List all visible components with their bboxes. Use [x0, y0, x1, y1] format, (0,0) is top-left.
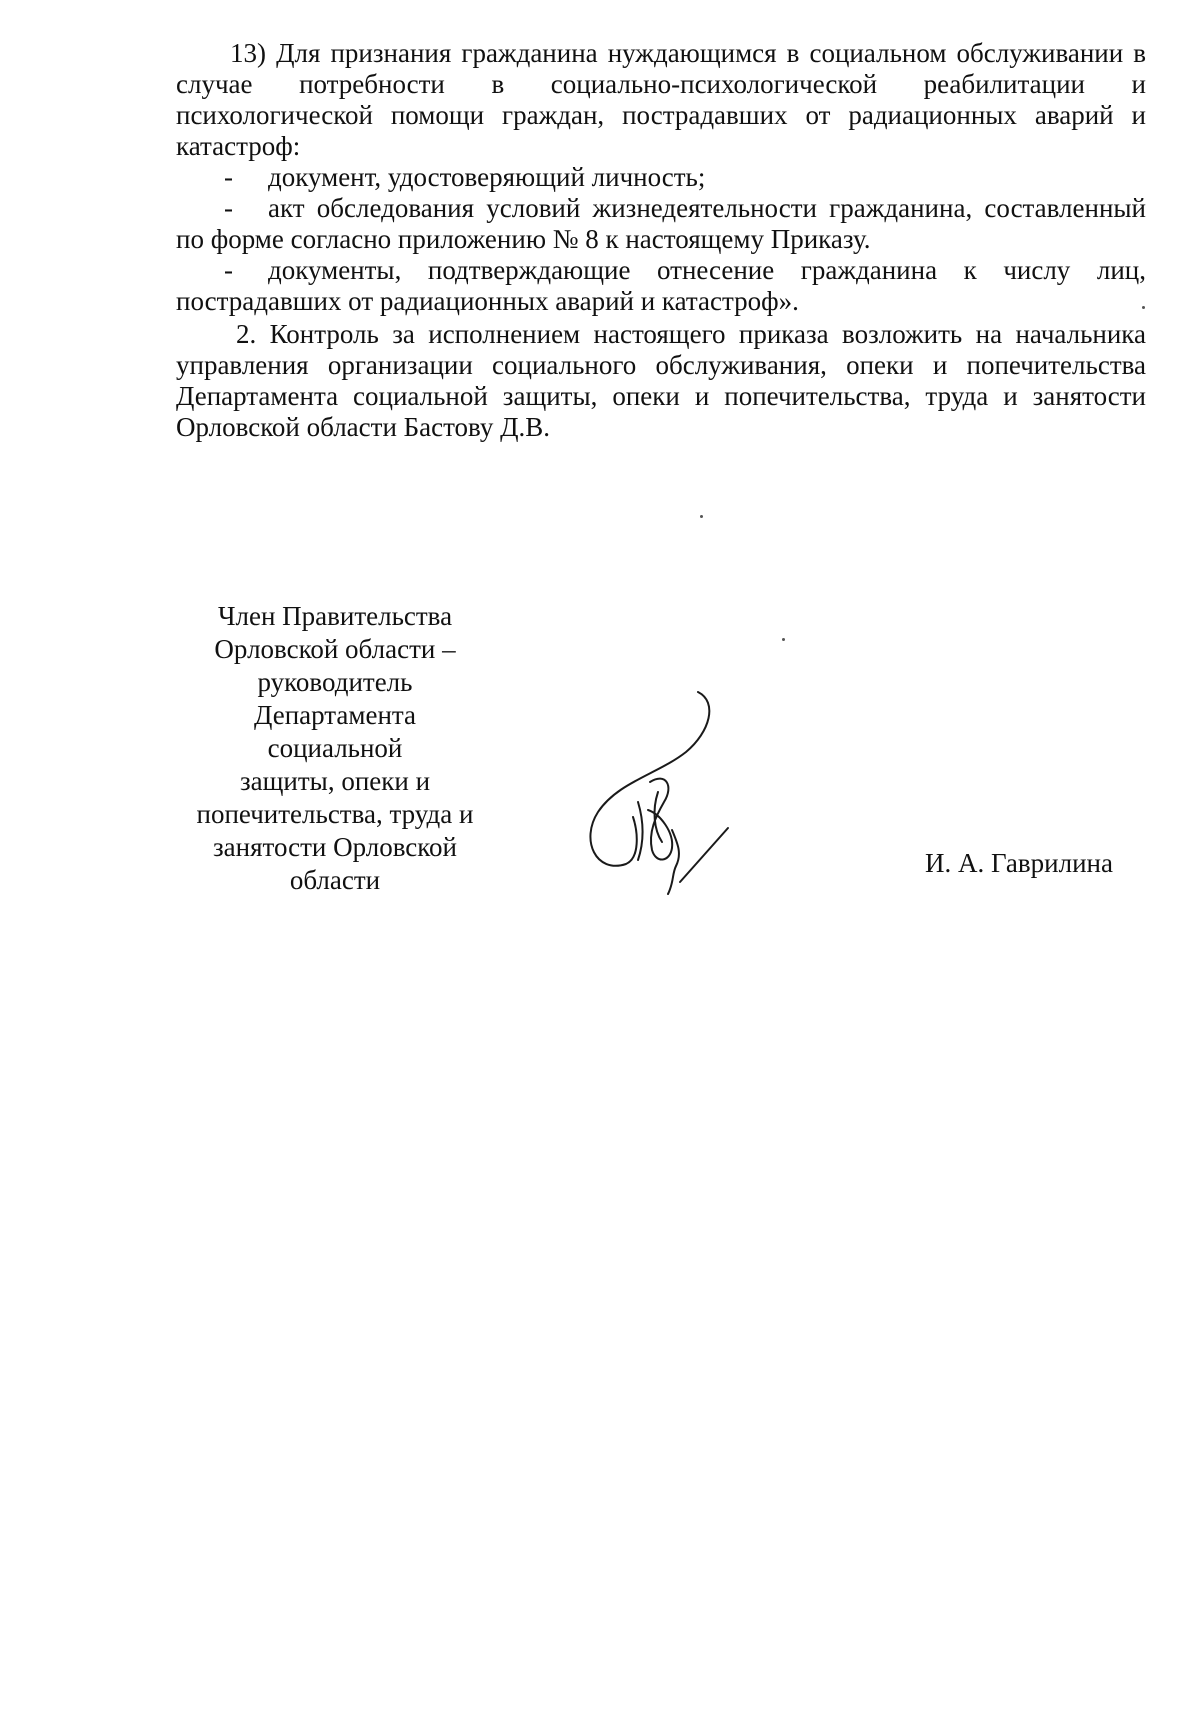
document-body	[176, 38, 1146, 443]
position-line: Департамента	[253, 700, 417, 730]
list-item	[176, 162, 1146, 193]
item-13-intro: 13) Для признания гражданина нуждающимся в социальном обслуживании в случае потребности в социально-психологической реабилитации и психологической помощи граждан, пострадавших от радиационных аварий и катастроф:	[176, 38, 1146, 161]
list-item	[176, 255, 1146, 317]
list-item-text: документы, подтверждающие отнесение гражданина к числу лиц, пострадавших от радиационных аварий и катастроф».	[176, 255, 1146, 316]
list-item-text: акт обследования условий жизнедеятельности гражданина, составленный по форме согласно приложению № 8 к настоящему Приказу.	[176, 193, 1146, 254]
position-line: социальной	[267, 733, 403, 763]
scan-speck	[1142, 306, 1145, 309]
list-item	[176, 193, 1146, 255]
position-line: руководитель	[257, 667, 413, 697]
bullet-marker: -	[224, 255, 233, 285]
bullet-marker: -	[224, 193, 233, 223]
position-line: защиты, опеки и	[239, 766, 431, 796]
bullet-marker: -	[224, 162, 233, 192]
signer-name: И. А. Гаврилина	[925, 848, 1113, 878]
position-line: попечительства, труда и	[196, 799, 474, 829]
handwritten-signature	[578, 682, 758, 902]
list-item-text: документ, удостоверяющий личность;	[268, 162, 706, 192]
clause-2: 2. Контроль за исполнением настоящего приказа возложить на начальника управления организации социального обслуживания, опеки и попечительства Департамента социальной защиты, опеки и попечительства, труда и занятости Орловской области Бастову Д.В.	[176, 319, 1146, 442]
position-line: области	[289, 865, 381, 895]
signatory-position	[170, 600, 500, 897]
position-line: Член Правительства	[217, 601, 453, 631]
position-line: занятости Орловской	[212, 832, 457, 862]
scan-speck	[700, 515, 703, 518]
position-line: Орловской области –	[214, 634, 456, 664]
scan-speck	[782, 638, 785, 641]
